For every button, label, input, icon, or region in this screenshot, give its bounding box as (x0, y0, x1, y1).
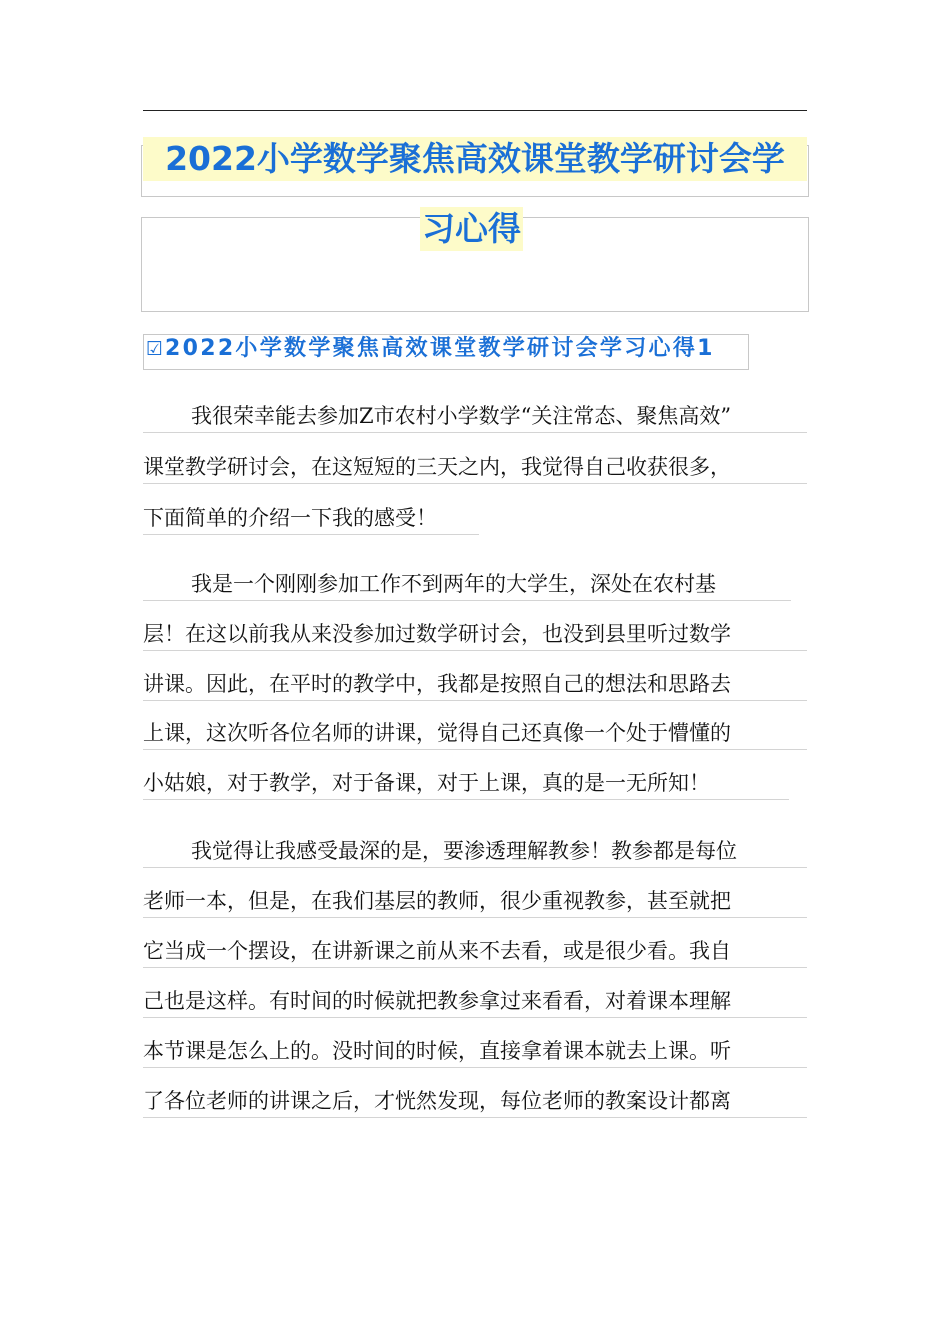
paragraph-3-line-6: 了各位老师的讲课之后，才恍然发现，每位老师的教案设计都离 (143, 1085, 807, 1118)
paragraph-2-line-2: 层！在这以前我从来没参加过数学研讨会，也没到县里听过数学 (143, 618, 807, 651)
document-title-line-2: 习心得 (420, 207, 523, 251)
paragraph-3-line-5: 本节课是怎么上的。没时间的时候，直接拿着课本就去上课。听 (143, 1035, 807, 1068)
paragraph-2-line-3: 讲课。因此，在平时的教学中，我都是按照自己的想法和思路去 (143, 668, 807, 701)
paragraph-3-line-1: 我觉得让我感受最深的是，要渗透理解教参！教参都是每位 (143, 835, 807, 868)
paragraph-2-line-5: 小姑娘，对于教学，对于备课，对于上课，真的是一无所知！ (143, 767, 789, 800)
paragraph-1-line-1: 我很荣幸能去参加Z市农村小学数学“关注常态、聚焦高效” (143, 400, 807, 433)
checkbox-checked-icon: ☑ (146, 338, 164, 360)
header-rule (143, 110, 807, 111)
paragraph-1-line-2: 课堂教学研讨会，在这短短的三天之内，我觉得自己收获很多， (143, 451, 807, 484)
paragraph-3-line-4: 己也是这样。有时间的时候就把教参拿过来看看，对着课本理解 (143, 985, 807, 1018)
paragraph-2-line-1: 我是一个刚刚参加工作不到两年的大学生，深处在农村基 (143, 568, 791, 601)
paragraph-3-line-3: 它当成一个摆设，在讲新课之前从来不去看，或是很少看。我自 (143, 935, 807, 968)
section-subheading: 2022小学数学聚焦高效课堂教学研讨会学习心得1 (165, 336, 715, 361)
paragraph-3-line-2: 老师一本，但是，在我们基层的教师，很少重视教参，甚至就把 (143, 885, 807, 918)
document-title-line-1: 2022小学数学聚焦高效课堂教学研讨会学 (143, 137, 807, 181)
paragraph-2-line-4: 上课，这次听各位名师的讲课，觉得自己还真像一个处于懵懂的 (143, 717, 807, 750)
paragraph-1-line-3: 下面简单的介绍一下我的感受！ (143, 502, 479, 535)
